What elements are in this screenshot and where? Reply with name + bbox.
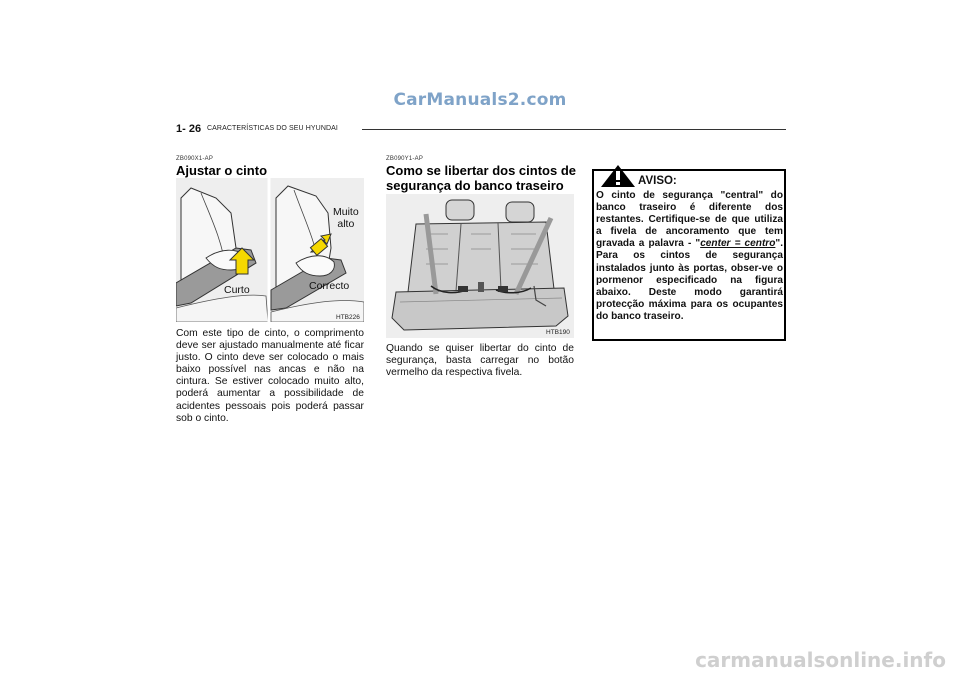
- header-rule: [362, 129, 786, 130]
- heading-release-belt-line2: segurança do banco traseiro: [386, 178, 564, 193]
- section-code-adjust: ZB090X1-AP: [176, 156, 214, 162]
- figure-rear-seat: [386, 194, 574, 338]
- warning-title: AVISO:: [638, 175, 677, 187]
- watermark-top: CarManuals2.com: [393, 90, 567, 110]
- warning-text: [596, 190, 783, 323]
- figure-code-htb226: HTB226: [336, 314, 360, 321]
- warning-text-after: ". Para os cintos de segurança instalados junto às portas, obser-ve o pormenor especificado na figura abaixo. Deste modo garantirá protecção máxima para os ocupantes do banco traseiro.: [596, 238, 783, 322]
- section-title: CARACTERÍSTICAS DO SEU HYUNDAI: [207, 125, 338, 132]
- rear-seat-illustration: [386, 194, 574, 338]
- heading-release-belt-line1: Como se libertar dos cintos de: [386, 163, 576, 178]
- body-release-belt: Quando se quiser libertar do cinto de segurança, basta carregar no botão vermelho da respectiva fivela.: [386, 343, 574, 379]
- label-too-high: [333, 206, 359, 230]
- watermark-bottom: carmanualsonline.info: [695, 648, 946, 672]
- label-too-high-line1: Muito: [333, 206, 359, 218]
- label-short: Curto: [224, 284, 250, 296]
- label-too-high-line2: alto: [337, 218, 355, 230]
- body-adjust-belt: Com este tipo de cinto, o comprimento deve ser ajustado manualmente até ficar justo. O cinto deve ser colocado o mais baixo possível nas ancas e não na cintura. Se estiver colocado muito alto, poderá aumentar a possibilidade de acidentes pessoais pois poderá passar sob o cinto.: [176, 328, 364, 424]
- belt-adjust-illustration: [176, 178, 364, 322]
- exclamation-triangle-icon: [601, 165, 635, 187]
- section-code-release: ZB090Y1-AP: [386, 156, 424, 162]
- label-correct: Correcto: [309, 280, 350, 292]
- figure-code-htb190: HTB190: [546, 329, 570, 336]
- warning-text-before: O cinto de segurança "central" do banco traseiro é diferente dos restantes. Certifique-se de que utiliza a fivela de ancoramento que tem gravada a palavra - ": [596, 190, 783, 250]
- heading-adjust-belt: Ajustar o cinto: [176, 163, 268, 178]
- page-number: 1- 26: [176, 123, 202, 135]
- figure-belt-adjust: [176, 178, 364, 322]
- warning-text-emphasis: center = centro: [700, 238, 776, 250]
